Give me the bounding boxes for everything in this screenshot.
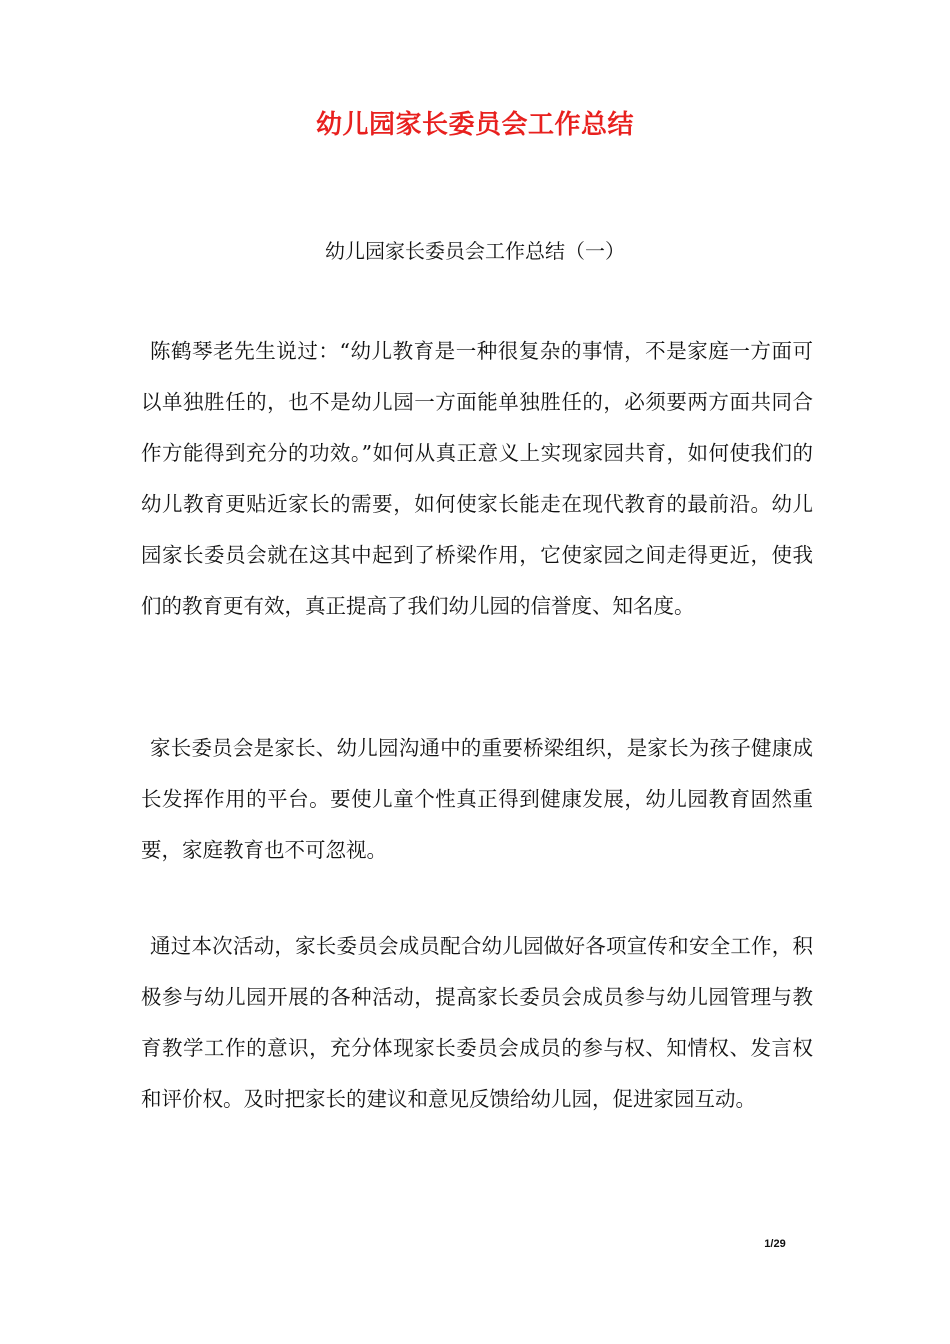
paragraph: 通过本次活动，家长委员会成员配合幼儿园做好各项宣传和安全工作，积极参与幼儿园开展的各种活动，提高家长委员会成员参与幼儿园管理与教育教学工作的意识，充分体现家长委员会成员的参与权、知情权、发言权和评价权。及时把家长的建议和意见反馈给幼儿园，促进家园互动。 xyxy=(141,934,813,1111)
paragraph: 家长委员会是家长、幼儿园沟通中的重要桥梁组织，是家长为孩子健康成长发挥作用的平台。要使儿童个性真正得到健康发展，幼儿园教育固然重要，家庭教育也不可忽视。 xyxy=(141,736,813,862)
paragraph: 陈鹤琴老先生说过：“幼儿教育是一种很复杂的事情，不是家庭一方面可以单独胜任的，也不是幼儿园一方面能单独胜任的，必须要两方面共同合作方能得到充分的功效。”如何从真正意义上实现家园共育，如何使我们的幼儿教育更贴近家长的需要，如何使家长能走在现代教育的最前沿。幼儿园家长委员会就在这其中起到了桥梁作用，它使家园之间走得更近，使我们的教育更有效，真正提高了我们幼儿园的信誉度、知名度。 xyxy=(141,339,813,618)
page-number: 1/29 xyxy=(764,1238,786,1250)
section-title: 幼儿园家长委员会工作总结（一） xyxy=(325,239,625,263)
document-title: 幼儿园家长委员会工作总结 xyxy=(315,110,634,140)
